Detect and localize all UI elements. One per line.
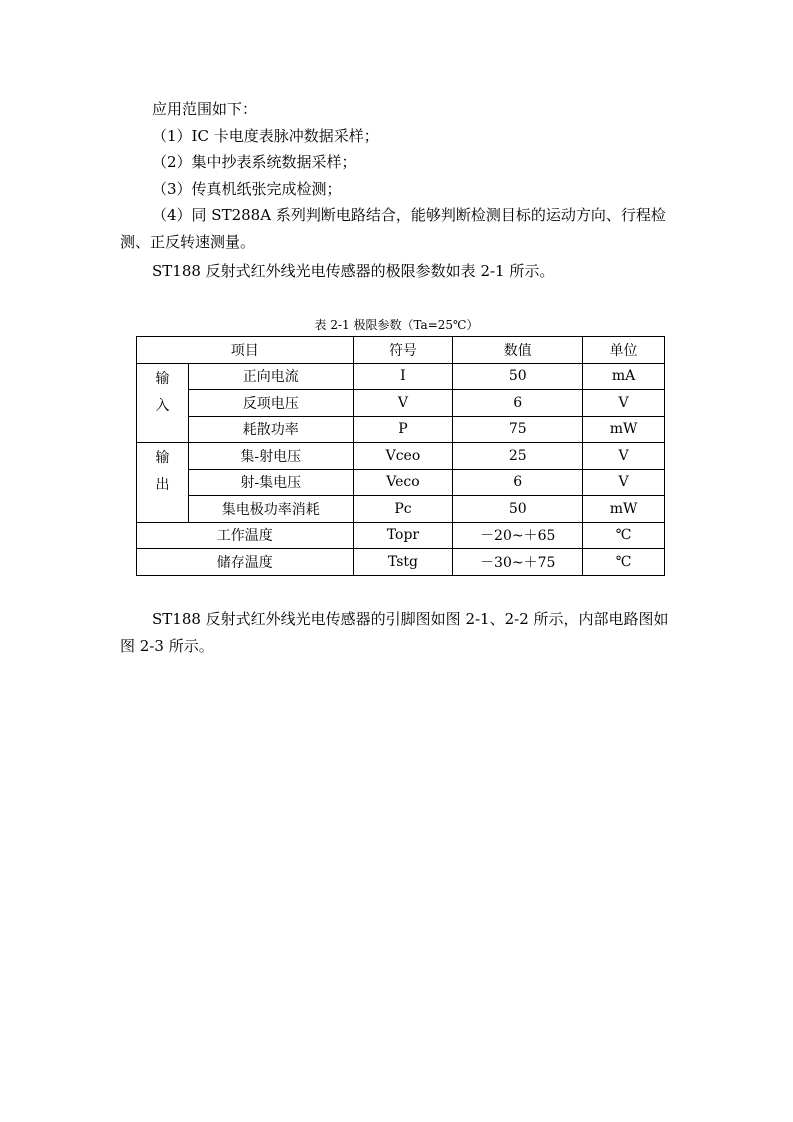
row-name: 反项电压 <box>188 390 353 417</box>
row-value: 6 <box>453 390 583 417</box>
row-unit: ℃ <box>583 549 665 576</box>
header-value: 数值 <box>453 337 583 364</box>
row-unit: mA <box>583 363 665 390</box>
header-symbol: 符号 <box>353 337 453 364</box>
row-name: 射-集电压 <box>188 469 353 496</box>
row-symbol: P <box>353 416 453 443</box>
row-unit: mW <box>583 416 665 443</box>
table-row <box>137 469 665 496</box>
table-row <box>137 522 665 549</box>
input-group-char-1: 输 <box>155 370 170 387</box>
row-name: 耗散功率 <box>188 416 353 443</box>
application-item-1: （1）IC 卡电度表脉冲数据采样； <box>152 126 379 145</box>
row-name: 集电极功率消耗 <box>188 496 353 523</box>
table-row <box>137 416 665 443</box>
input-group-label <box>137 363 189 443</box>
row-name: 工作温度 <box>137 522 354 549</box>
row-name: 集-射电压 <box>188 443 353 470</box>
row-unit: V <box>583 469 665 496</box>
row-value: －20~＋65 <box>453 522 583 549</box>
row-value: 50 <box>453 363 583 390</box>
header-item: 项目 <box>137 337 354 364</box>
table-row <box>137 549 665 576</box>
table-row <box>137 363 665 390</box>
row-symbol: Veco <box>353 469 453 496</box>
header-unit: 单位 <box>583 337 665 364</box>
output-group-char-1: 输 <box>155 450 170 466</box>
table-lead-paragraph: ST188 反射式红外线光电传感器的极限参数如表 2-1 所示。 <box>152 262 555 280</box>
row-value: 75 <box>453 416 583 443</box>
application-item-4: （4）同 ST288A 系列判断电路结合，能够判断检测目标的运动方向、行程检测、正反转速测量。 <box>120 206 666 251</box>
row-symbol: Pc <box>353 496 453 523</box>
table-caption: 表 2-1 极限参数（Ta=25℃） <box>314 318 479 332</box>
row-value: －30~＋75 <box>453 549 583 576</box>
table-row <box>137 443 665 470</box>
row-symbol: I <box>353 363 453 390</box>
row-symbol: Tstg <box>353 549 453 576</box>
row-value: 50 <box>453 496 583 523</box>
output-group-label <box>137 443 189 523</box>
row-name: 正向电流 <box>188 363 353 390</box>
table-row <box>137 496 665 523</box>
application-item-3: （3）传真机纸张完成检测； <box>152 179 342 198</box>
application-heading: 应用范围如下： <box>152 100 258 118</box>
closing-paragraph: ST188 反射式红外线光电传感器的引脚图如图 2-1、2-2 所示，内部电路图如图 2-3 所示。 <box>120 610 669 655</box>
row-value: 6 <box>453 469 583 496</box>
row-unit: V <box>583 443 665 470</box>
row-unit: mW <box>583 496 665 523</box>
table-header-row <box>137 337 665 364</box>
application-item-2: （2）集中抄表系统数据采样； <box>152 153 357 171</box>
table-row <box>137 390 665 417</box>
output-group-char-2: 出 <box>155 477 170 493</box>
row-symbol: V <box>353 390 453 417</box>
limit-parameters-table <box>136 336 665 576</box>
row-name: 储存温度 <box>137 549 354 576</box>
row-symbol: Vceo <box>353 443 453 470</box>
row-unit: ℃ <box>583 522 665 549</box>
row-unit: V <box>583 390 665 417</box>
row-value: 25 <box>453 443 583 470</box>
input-group-char-2: 入 <box>155 397 170 414</box>
row-symbol: Topr <box>353 522 453 549</box>
